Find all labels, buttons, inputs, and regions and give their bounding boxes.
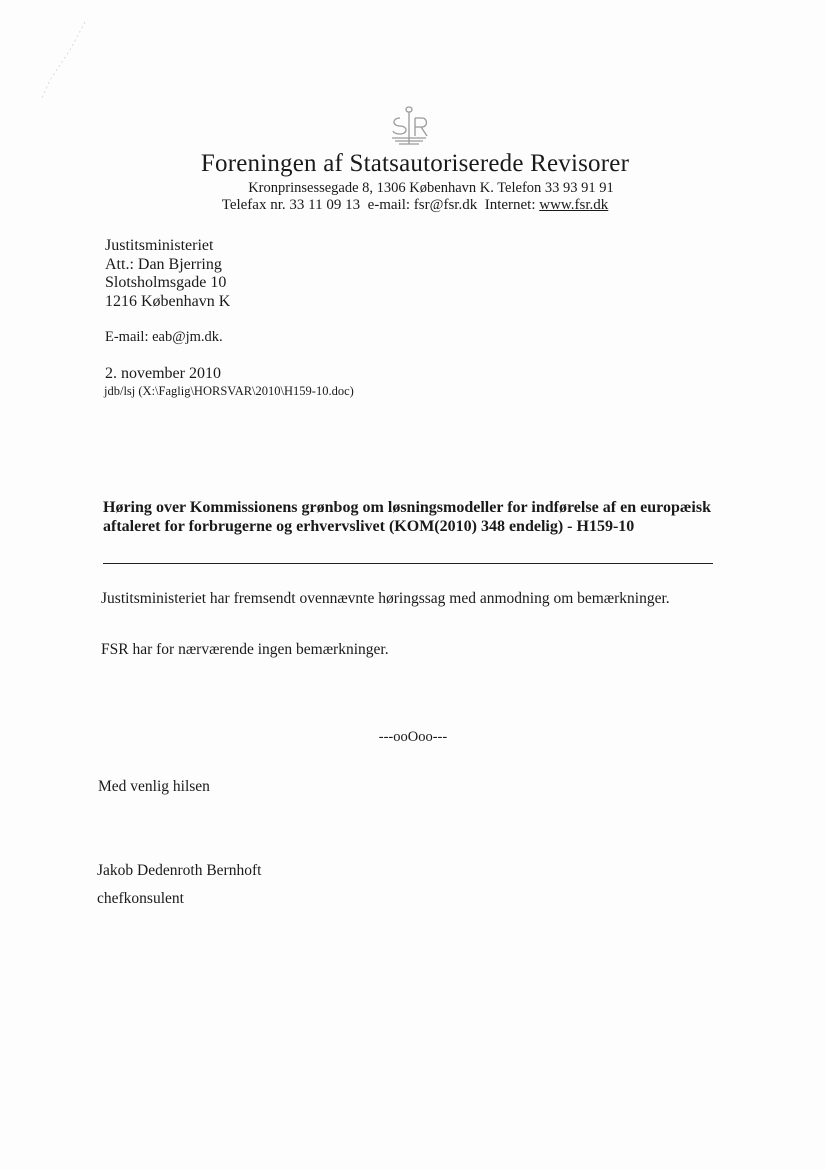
letter-date: 2. november 2010 — [105, 365, 221, 382]
signer-title: chefkonsulent — [97, 890, 184, 907]
scan-artifact — [40, 20, 90, 100]
fax-number: Telefax nr. 33 11 09 13 — [221, 197, 361, 213]
body-paragraph-1: Justitsministeriet har fremsendt ovennævnte høringssag med anmodning om bemærkninger. — [101, 590, 670, 607]
recipient-address — [105, 237, 230, 311]
recipient-street: Slotsholmsgade 10 — [105, 274, 227, 291]
fsr-logo-icon — [386, 104, 432, 148]
closing-greeting: Med venlig hilsen — [98, 778, 210, 795]
org-email: e-mail: fsr@fsr.dk — [367, 197, 478, 213]
document-reference: jdb/lsj (X:\Faglig\HORSVAR\2010\H159-10.doc) — [104, 384, 354, 398]
recipient-city: 1216 København K — [105, 292, 231, 310]
internet-label: Internet: — [484, 197, 536, 213]
website-link[interactable]: www.fsr.dk — [539, 197, 609, 213]
organization-contact — [0, 197, 826, 214]
signer-name: Jakob Dedenroth Bernhoft — [97, 862, 262, 879]
organization-name: Foreningen af Statsautoriserede Revisorer — [200, 150, 630, 177]
section-separator: ---ooOoo--- — [378, 729, 448, 745]
recipient-attention: Att.: Dan Bjerring — [105, 255, 222, 273]
recipient-name: Justitsministeriet — [105, 237, 214, 254]
recipient-email: E-mail: eab@jm.dk. — [105, 329, 223, 345]
organization-address: Kronprinsessegade 8, 1306 København K. Telefon 33 93 91 91 — [248, 180, 614, 196]
subject-underline — [103, 563, 713, 564]
letter-subject: Høring over Kommissionens grønbog om løsningsmodeller for indførelse af en europæisk aftaleret for forbrugerne og erhvervslivet (KOM(2010) 348 endelig) - H159-10 — [103, 499, 711, 535]
body-paragraph-2: FSR har for nærværende ingen bemærkninger. — [101, 641, 389, 658]
